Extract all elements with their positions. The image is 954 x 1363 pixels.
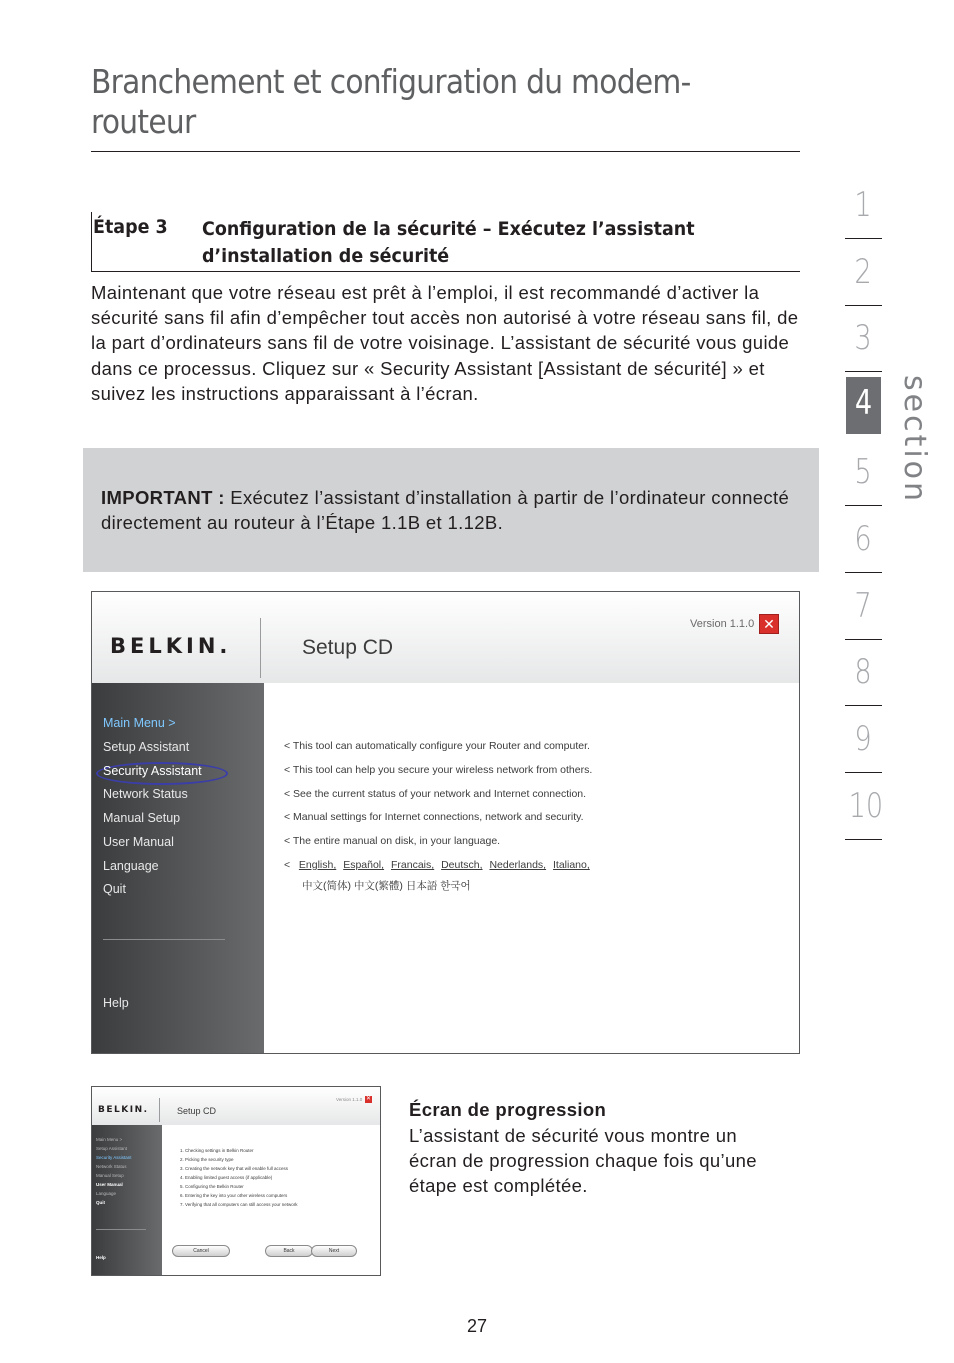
menu-item-user-manual[interactable]: User Manual	[103, 835, 174, 849]
menu-item-manual-setup[interactable]: Manual Setup	[96, 1173, 124, 1178]
menu-item-network-status[interactable]: Network Status	[103, 787, 188, 801]
section-number-1[interactable]: 1	[854, 185, 872, 225]
section-number-5[interactable]: 5	[854, 452, 872, 492]
menu-divider	[103, 939, 225, 940]
section-number-2[interactable]: 2	[854, 252, 872, 292]
version-label: Version 1.1.0	[690, 618, 755, 630]
app-name: Setup CD	[302, 636, 394, 659]
important-note	[101, 485, 811, 535]
description-manual-setup: < Manual settings for Internet connections, network and security.	[284, 811, 584, 823]
menu-item-language[interactable]: Language	[96, 1191, 117, 1196]
language-links	[284, 859, 594, 871]
page-number: 27	[466, 1316, 488, 1336]
menu-item-security-assistant[interactable]: Security Assistant	[103, 764, 202, 778]
menu-divider	[96, 1229, 146, 1230]
page-title: Branchement et configuration du modem-routeur	[91, 62, 691, 141]
progress-caption-text: L’assistant de sécurité vous montre un écran de progression chaque fois qu’une étape est complétée.	[409, 1125, 757, 1197]
main-menu-sidebar	[92, 683, 264, 1054]
menu-item-security-assistant[interactable]: Security Assistant	[96, 1155, 132, 1160]
important-label: IMPORTANT :	[101, 487, 225, 508]
progress-step: 7. Verifying that all computers can still access your network	[180, 1202, 298, 1207]
language-bullet: <	[284, 859, 291, 871]
menu-item-setup-assistant[interactable]: Setup Assistant	[103, 740, 190, 754]
progress-step: 4. Enabling limited guest access (if applicable)	[180, 1175, 273, 1180]
description-network-status: < See the current status of your network and Internet connection.	[284, 788, 587, 800]
description-setup-assistant: < This tool can automatically configure your Router and computer.	[284, 740, 590, 752]
progress-step: 6. Entering the key into your other wireless computers	[180, 1193, 288, 1198]
intro-paragraph: Maintenant que votre réseau est prêt à l’emploi, il est recommandé d’activer la sécurité sans fil afin d’empêcher tout accès non autorisé à votre réseau sans fil, de la part d’ordinateurs sans fil de votre voisinage. L’assistant de sécurité vous guide dans ce processus. Cliquez sur « Security Assistant [Assistant de sécurité] » et suivez les instructions apparaissant à l’écran.	[91, 282, 799, 404]
progress-step: 5. Configuring the Belkin Router	[180, 1184, 244, 1189]
language-link-spanish[interactable]: Español,	[343, 859, 385, 871]
section-divider	[845, 572, 882, 573]
language-links-asian[interactable]: 中文(简体) 中文(繁體) 日本語 한국어	[302, 880, 471, 892]
language-link-italian[interactable]: Italiano,	[553, 859, 590, 871]
language-link-dutch[interactable]: Nederlands,	[489, 859, 547, 871]
header-divider	[159, 1098, 160, 1122]
section-divider	[845, 772, 882, 773]
section-divider	[845, 705, 882, 706]
section-number-6[interactable]: 6	[854, 519, 872, 559]
header-divider	[260, 618, 261, 678]
section-divider	[845, 505, 882, 506]
language-link-english[interactable]: English,	[298, 859, 337, 871]
progress-header	[92, 1087, 380, 1125]
menu-item-quit[interactable]: Quit	[96, 1200, 105, 1205]
title-rule	[91, 151, 800, 152]
progress-step: 2. Picking the security type	[180, 1157, 234, 1162]
main-menu-heading: Main Menu >	[103, 716, 176, 730]
step-label: Étape 3	[93, 216, 168, 238]
version-label: Version 1.1.0	[336, 1097, 363, 1102]
progress-step: 1. Checking settings in Belkin Router	[180, 1148, 254, 1153]
menu-item-manual-setup[interactable]: Manual Setup	[103, 811, 181, 825]
section-number-10[interactable]: 10	[848, 786, 884, 826]
menu-item-help[interactable]: Help	[96, 1255, 106, 1260]
section-divider	[845, 305, 882, 306]
menu-item-help[interactable]: Help	[103, 996, 129, 1010]
progress-screenshot	[91, 1086, 381, 1276]
section-divider	[845, 238, 882, 239]
back-button[interactable]: Back	[265, 1245, 313, 1257]
important-text: Exécutez l’assistant d’installation à partir de l’ordinateur connecté directement au routeur à l’Étape 1.1B et 1.12B.	[101, 487, 790, 534]
section-divider	[845, 639, 882, 640]
cancel-button[interactable]: Cancel	[172, 1245, 230, 1257]
section-divider	[845, 839, 882, 840]
menu-item-language[interactable]: Language	[103, 859, 159, 873]
main-menu-heading: Main Menu >	[96, 1137, 123, 1142]
step-title: Configuration de la sécurité – Exécutez l’assistant d’installation de sécurité	[202, 218, 695, 267]
section-label: section	[897, 375, 932, 505]
menu-item-network-status[interactable]: Network Status	[96, 1164, 127, 1169]
section-divider	[845, 371, 882, 372]
section-number-7[interactable]: 7	[854, 586, 872, 626]
section-number-8[interactable]: 8	[854, 652, 872, 692]
description-user-manual: < The entire manual on disk, in your language.	[284, 835, 501, 847]
language-link-french[interactable]: Francais,	[390, 859, 435, 871]
description-security-assistant: < This tool can help you secure your wireless network from others.	[284, 764, 593, 776]
belkin-logo: BELKIN.	[98, 1105, 149, 1115]
progress-caption-title: Écran de progression	[409, 1099, 607, 1120]
section-number-9[interactable]: 9	[854, 719, 872, 759]
setup-cd-header	[92, 592, 799, 683]
section-number-3[interactable]: 3	[854, 318, 872, 358]
next-button[interactable]: Next	[311, 1245, 357, 1257]
section-number-4[interactable]: 4	[854, 383, 873, 423]
language-link-german[interactable]: Deutsch,	[441, 859, 483, 871]
progress-sidebar	[92, 1125, 162, 1276]
menu-item-setup-assistant[interactable]: Setup Assistant	[96, 1146, 128, 1151]
menu-item-user-manual[interactable]: User Manual	[96, 1182, 123, 1187]
close-icon[interactable]: ✕	[759, 614, 779, 634]
progress-step: 3. Creating the network key that will enable full access	[180, 1166, 289, 1171]
app-name: Setup CD	[177, 1106, 217, 1116]
close-icon[interactable]: ✕	[365, 1096, 372, 1102]
setup-cd-screenshot	[91, 591, 800, 1054]
belkin-logo: BELKIN.	[110, 634, 232, 658]
menu-item-quit[interactable]: Quit	[103, 882, 126, 896]
